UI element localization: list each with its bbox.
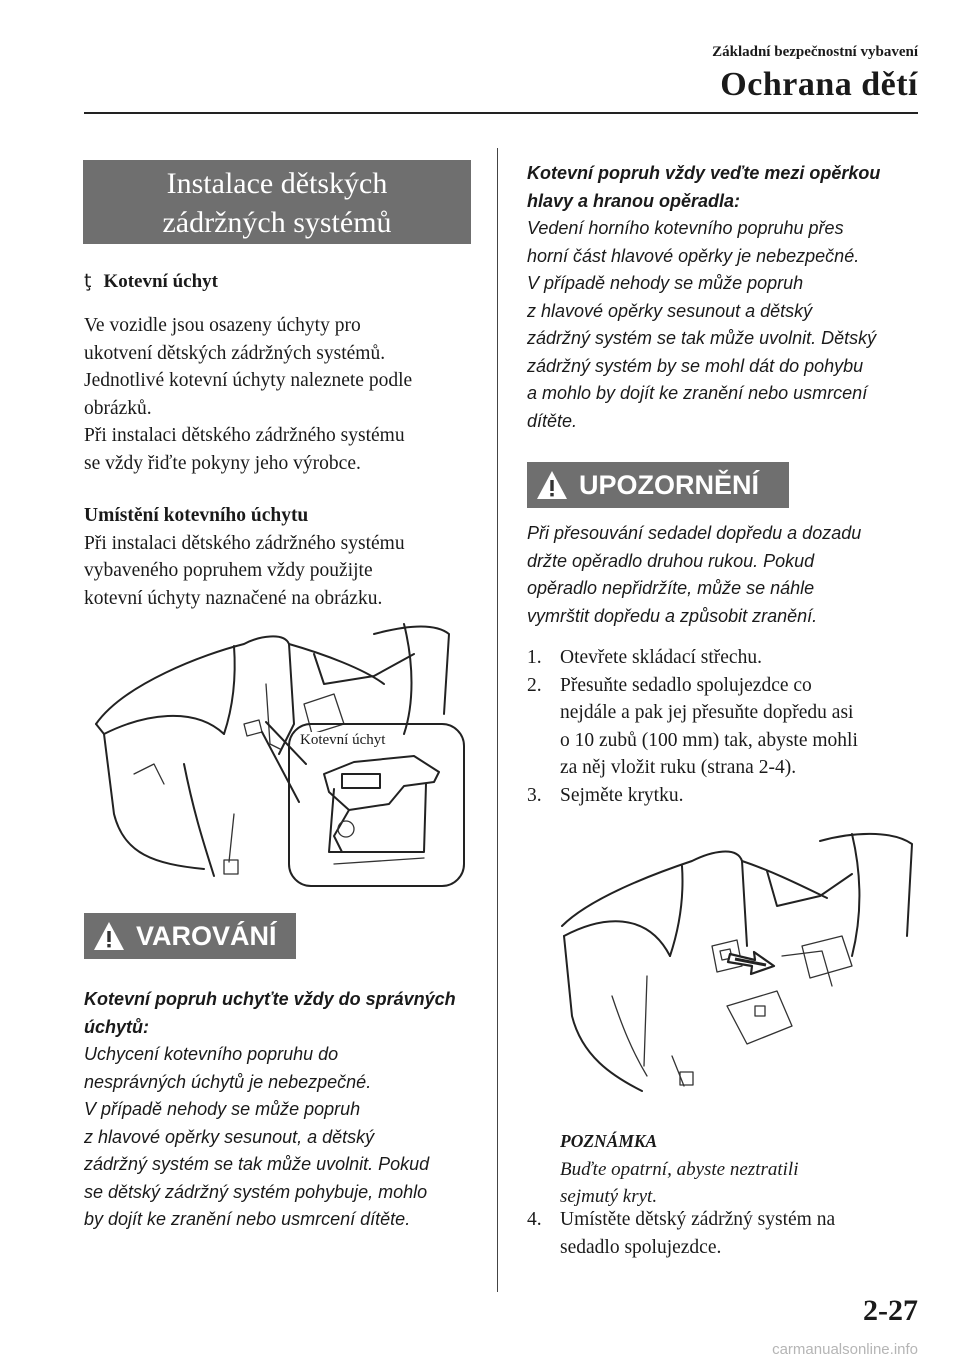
warning2-text-line: Vedení horního kotevního popruhu přes [527,218,844,238]
warning-text-line: Uchycení kotevního popruhu do [84,1044,339,1064]
warning2-title-line: Kotevní popruh vždy veďte mezi opěrkou [527,163,881,183]
warning-label: VAROVÁNÍ [136,920,277,951]
cover-removal-illustration [552,826,932,1116]
subtext-line: Při instalaci dětského zádržného systému [84,532,405,554]
warning-text-line: nesprávných úchytů je nebezpečné. [84,1071,372,1092]
caution-text-line: vymrštit dopředu a způsobit zranění. [527,605,818,626]
watermark: carmanualsonline.info [772,1341,918,1358]
intro-line: obrázků. [84,397,152,419]
step-number: 3. [527,784,542,806]
warning-title-line: Kotevní popruh uchyťte vždy do správných [84,989,456,1009]
caution-content [527,520,937,630]
step-text-line: Umístěte dětský zádržný systém na [560,1209,836,1230]
warning-triangle-icon [92,920,126,952]
note-text-line: Buďte opatrní, abyste neztratili [560,1158,799,1180]
note-heading: POZNÁMKA [560,1131,658,1151]
section-heading [84,270,218,293]
step-number: 2. [527,674,542,696]
warning2-text-line: dítěte. [527,410,578,431]
warning-triangle-icon [535,469,569,501]
caution-text-line: Při přesouvání sedadel dopředu a dozadu [527,523,862,543]
warning-text-line: zádržný systém se tak může uvolnit. Pokud [84,1154,430,1174]
bullet-icon: ţ [84,270,92,292]
step-text-line: nejdále a pak jej přesuňte dopředu asi [560,702,854,723]
note-text-line: sejmutý kryt. [560,1186,658,1207]
warning-text-line: by dojít ke zranění nebo usmrcení dítěte. [84,1209,411,1229]
column-divider [497,148,498,1292]
subheading: Umístění kotevního úchytu [84,505,309,526]
intro-line: Jednotlivé kotevní úchyty naleznete podle [84,370,413,391]
warning2-text-line: horní část hlavové opěrky je nebezpečné. [527,245,860,266]
step-item [527,644,927,672]
warning2-text-line: z hlavové opěrky sesunout a dětský [527,300,813,321]
intro-line: Při instalaci dětského zádržného systému [84,425,405,446]
step-number: 4. [527,1209,542,1230]
caution-label: UPOZORNĚNÍ [579,469,760,500]
warning2-text-line: zádržný systém se tak může uvolnit. Dětský [527,328,877,348]
step-text-line: Sejměte krytku. [560,784,684,806]
subtext-line: vybaveného popruhem vždy použijte [84,560,373,581]
step-item [527,782,927,810]
intro-paragraph [84,312,484,477]
intro-line: ukotvení dětských zádržných systémů. [84,342,386,364]
procedure-step-4 [527,1206,927,1261]
caution-badge [527,462,789,508]
anchor-illustration [84,614,474,894]
intro-line: Ve vozidle jsou osazeny úchyty pro [84,315,361,336]
step-text-line: sedadlo spolujezdce. [560,1236,722,1258]
step-text-line: Otevřete skládací střechu. [560,647,762,668]
running-header-chapter: Ochrana dětí [720,66,918,103]
warning-text-line: se dětský zádržný systém pohybuje, mohlo [84,1181,428,1202]
section-banner [83,160,471,244]
warning2-text-line: V případě nehody se může popruh [527,273,804,293]
step-item [527,672,927,782]
step-item [527,1206,927,1261]
removal-arrow-icon [728,952,774,974]
anchor-location [84,502,484,612]
warning2-text-line: a mohlo by dojít ke zranění nebo usmrcení [527,383,868,403]
warning2-text-line: zádržný systém by se mohl dát do pohybu [527,355,864,376]
step-number: 1. [527,647,542,668]
warning-text-line: V případě nehody se může popruh [84,1099,361,1119]
step-text-line: o 10 zubů (100 mm) tak, abyste mohli [560,729,858,751]
seat-drawing [96,624,449,876]
caution-text-line: držte opěradlo druhou rukou. Pokud [527,550,815,571]
warning-badge [84,913,296,959]
warning-title-line: úchytů: [84,1016,149,1037]
intro-line: se vždy řiďte pokyny jeho výrobce. [84,452,361,474]
warning-text-line: z hlavové opěrky sesunout, a dětský [84,1126,375,1147]
banner-line-2: zádržných systémů [162,206,392,239]
banner-line-1: Instalace dětských [166,167,388,200]
step-text-line: za něj vložit ruku (strana 2-4). [560,757,797,778]
warning-continued [527,160,937,435]
callout-label: Kotevní úchyt [297,732,388,749]
note-block [560,1128,930,1211]
section-heading-text: Kotevní úchyt [103,271,218,292]
subtext-line: kotevní úchyty naznačené na obrázku. [84,587,383,609]
procedure-steps [527,644,927,809]
warning2-title-line: hlavy a hranou opěradla: [527,190,741,211]
running-header-section: Základní bezpečnostní vybavení [712,44,918,60]
warning-content [84,986,494,1234]
caution-text-line: opěradlo nepřidržíte, může se náhle [527,578,815,598]
step-text-line: Přesuňte sedadlo spolujezdce co [560,674,812,696]
page-number: 2-27 [863,1294,918,1327]
header-rule [84,112,918,114]
